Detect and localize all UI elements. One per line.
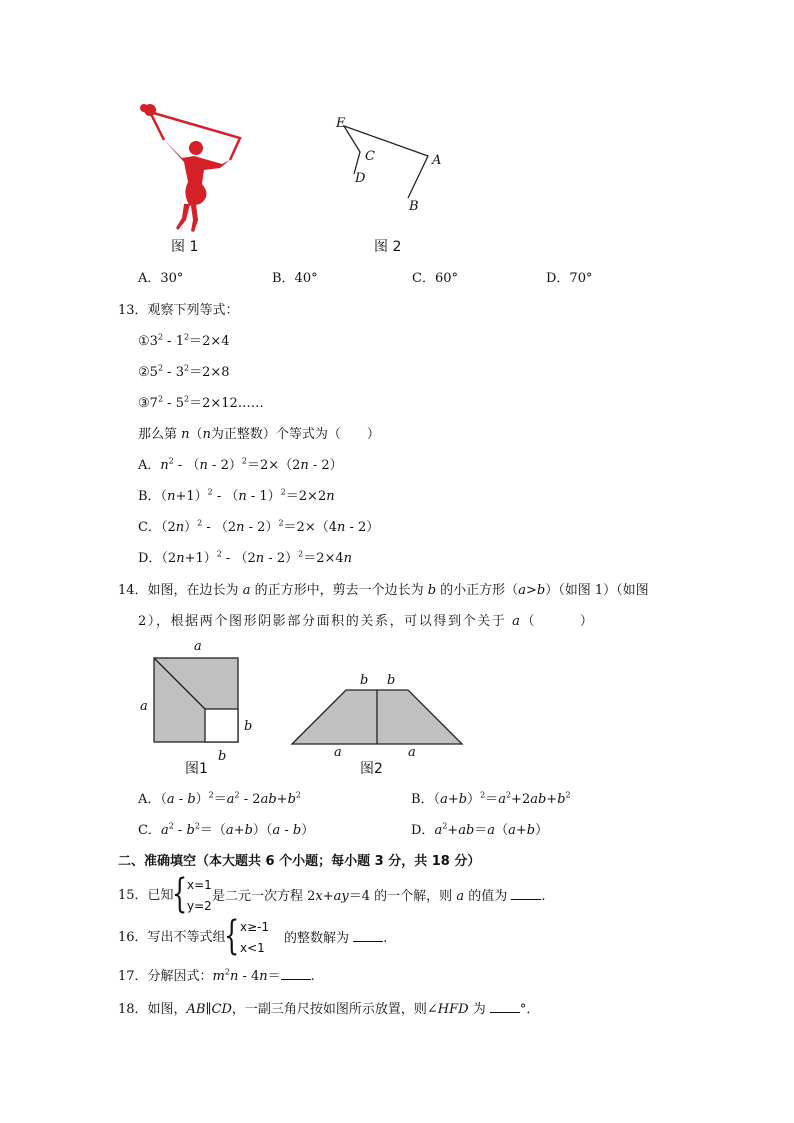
q15-number: 15．已知 [118, 888, 174, 903]
q13-question: 那么第 n（n为正整数）个等式为（ ） [138, 427, 380, 442]
q13-option-d: D．$(2n+1)^2 - (2n - 2)^2=2\times 4n$ [138, 549, 352, 566]
q16-answer-blank[interactable] [353, 931, 383, 942]
q13-option-c: C．$(2n)^2 - (2n - 2)^2=2\times(4n - 2)$ [138, 518, 380, 535]
fig2-label-a-left: a [334, 745, 342, 760]
q16-system-line2: x<1 [240, 941, 265, 955]
square-figure [153, 657, 241, 745]
fig1-label-b-bottom: b [218, 749, 227, 764]
figure1-caption: 图 1 [171, 239, 199, 255]
section2-heading: 二、准确填空（本大题共 6 个小题；每小题 3 分，共 18 分） [118, 854, 481, 869]
q18-answer-blank[interactable] [490, 1002, 520, 1013]
q14-figure2-caption: 图2 [360, 761, 383, 777]
q16-system-line1: x≥-1 [240, 920, 270, 934]
figure2-caption: 图 2 [374, 239, 402, 255]
q15-answer-blank[interactable] [511, 889, 541, 900]
q13-eq3: $③7^2$ - $5^2=2\times 12\dots\dots$ [138, 394, 264, 411]
fig2-label-a-right: a [408, 745, 416, 760]
q15-text: 是二元一次方程 2x+ay＝4 的一个解，则 a 的值为 . [212, 889, 546, 904]
trapezoid-figure [290, 688, 464, 746]
q13-eq2: $②5^2 - 3^2=2\times 8$ [138, 363, 230, 380]
label-D: D [355, 171, 366, 186]
q15-system-line1: x=1 [187, 878, 212, 892]
q12-option-b: B．40° [272, 271, 318, 286]
q13-option-a: A．$n^2 - (n - 2)^2=2\times(2n - 2)$ [138, 456, 343, 473]
dancer-figure [130, 98, 250, 233]
q14-option-d: D．$a^2+ab=a(a+b)$ [411, 821, 549, 838]
q12-option-c: C．60° [412, 271, 458, 286]
q14-option-a: A．$(a - b)^2=a^2 - 2ab+b^2$ [138, 790, 301, 807]
label-C: C [365, 149, 375, 164]
q14-option-c: C．$a^2 - b^2=(a+b)(a - b)$ [138, 821, 315, 838]
q13-eq1: $①3^2 - 1^2=2\times 4$ [138, 332, 230, 349]
label-B: B [409, 199, 419, 214]
q12-option-d: D．70° [546, 271, 593, 286]
label-A: A [432, 153, 442, 168]
fig1-label-a-left: a [140, 699, 148, 714]
fig1-label-a-top: a [194, 639, 202, 654]
q14-figure1-caption: 图1 [185, 761, 208, 777]
q16-text: 的整数解为 . [284, 931, 388, 946]
label-E: E [336, 116, 346, 131]
fig2-label-b-right: b [387, 673, 396, 688]
q13-stem: 13．观察下列等式： [118, 303, 239, 318]
q14-option-b: B．$(a+b)^2=a^2+2ab+b^2$ [411, 790, 571, 807]
q14-line1: 14．如图，在边长为 a 的正方形中，剪去一个边长为 b 的小正方形（a>b）（如图 1）（如图 [118, 583, 649, 598]
fig1-label-b-right: b [244, 719, 253, 734]
q14-line2: 2），根据两个图形阴影部分面积的关系，可以得到个关于 a（ ） [138, 614, 595, 629]
q17-text: 17．分解因式：$m^2n - 4n=$ . [118, 967, 315, 984]
q17-answer-blank[interactable] [281, 969, 311, 980]
q15-brace-icon: { [172, 871, 188, 917]
q16-brace-icon: { [224, 913, 240, 959]
q15-system-line2: y=2 [187, 899, 212, 913]
q18-text: 18．如图，AB∥CD，一副三角尺按如图所示放置，则∠HFD 为 °． [118, 1002, 540, 1017]
q16-number: 16．写出不等式组 [118, 930, 226, 945]
q12-option-a: A．30° [138, 271, 184, 286]
fig2-label-b-left: b [360, 673, 369, 688]
q13-option-b: B．$(n+1)^2 - (n - 1)^2=2\times 2n$ [138, 487, 335, 504]
